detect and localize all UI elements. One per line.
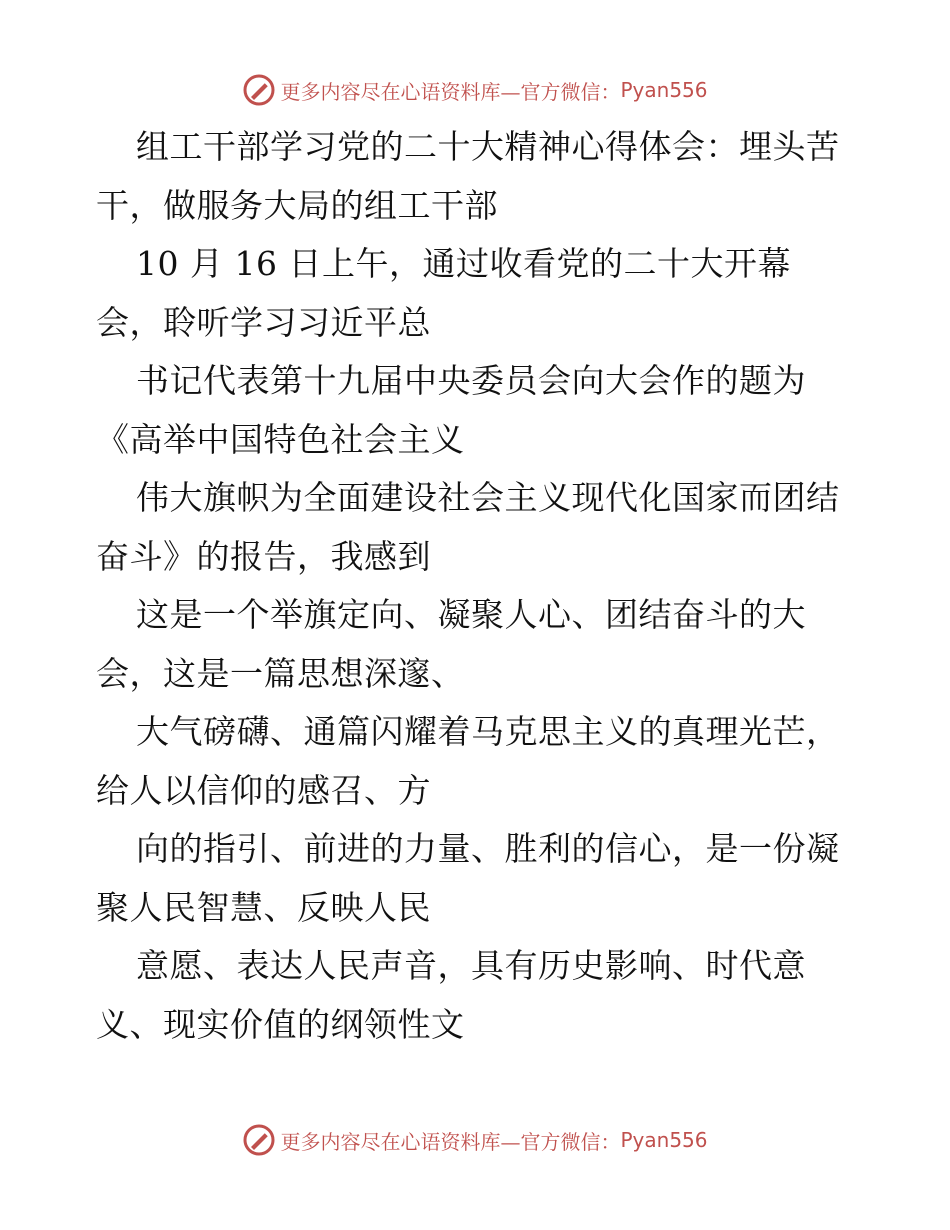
text-line: 给人以信仰的感召、方 <box>96 770 431 810</box>
header-banner <box>0 70 950 110</box>
logo-icon <box>242 1123 276 1157</box>
text-line: 义、现实价值的纲领性文 <box>96 1004 465 1044</box>
footer-site-text: 更多内容尽在心语资料库—官方微信： <box>280 1129 621 1154</box>
text-line: 会，聆听学习习近平总 <box>96 302 431 342</box>
text-line: 意愿、表达人民声音，具有历史影响、时代意 <box>136 946 806 985</box>
text-line: 这是一个举旗定向、凝聚人心、团结奋斗的大 <box>136 595 806 634</box>
text-line: 聚人民智慧、反映人民 <box>96 887 431 927</box>
footer-banner <box>0 1120 950 1160</box>
text-line: 大气磅礴、通篇闪耀着马克思主义的真理光芒， <box>136 712 840 751</box>
document-body <box>96 118 856 1054</box>
text-line: 伟大旗帜为全面建设社会主义现代化国家而团结 <box>136 478 840 517</box>
text-line: 《高举中国特色社会主义 <box>96 419 465 459</box>
header-wechat-id: Pyan556 <box>620 78 708 102</box>
text-line: 会，这是一篇思想深邃、 <box>96 653 465 693</box>
text-line: 组工干部学习党的二十大精神心得体会：埋头苦 <box>136 127 840 166</box>
footer-wechat-id: Pyan556 <box>620 1128 708 1152</box>
header-site-text: 更多内容尽在心语资料库—官方微信： <box>280 79 621 104</box>
text-line: 干，做服务大局的组工干部 <box>96 185 498 225</box>
text-line: 10 月 16 日上午，通过收看党的二十大开幕 <box>136 244 791 283</box>
text-line: 书记代表第十九届中央委员会向大会作的题为 <box>136 361 806 400</box>
logo-icon <box>242 73 276 107</box>
text-line: 奋斗》的报告，我感到 <box>96 536 431 576</box>
text-line: 向的指引、前进的力量、胜利的信心，是一份凝 <box>136 829 840 868</box>
